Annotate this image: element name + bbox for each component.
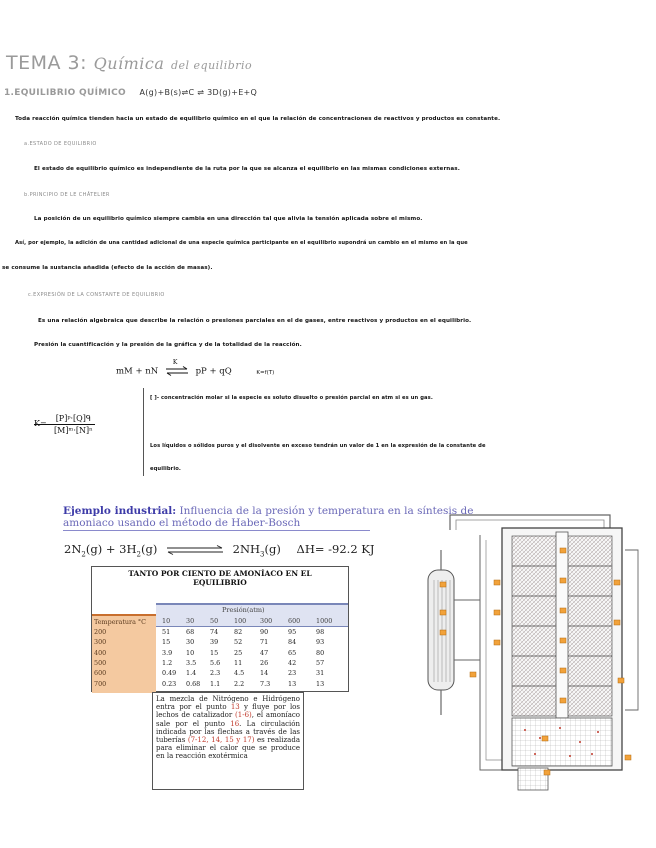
table-cell: 26 [260, 658, 269, 667]
table-cell: 3.9 [162, 648, 173, 657]
title-rest: del equilibrio [170, 59, 253, 72]
pressure-header-cell: 30 [186, 617, 195, 625]
pressure-header-cell: 1000 [316, 617, 333, 625]
subsection-c: c.EXPRESIÓN DE LA CONSTANTE DE EQUILIBRIO [28, 292, 165, 298]
table-cell: 52 [234, 638, 243, 647]
table-cell: 25 [234, 648, 243, 657]
paragraph-9: Los líquidos o sólidos puros y el disolvente en exceso tendrán un valor de 1 en la expresión de la constante de [150, 443, 486, 449]
table-cell: 90 [260, 628, 269, 636]
table-cell: 98 [316, 628, 325, 636]
table-cell: 74 [210, 628, 219, 636]
temperature-cell: 300 [94, 638, 107, 647]
paragraph-1: Toda reacción química tienden hacia un estado de equilibrio químico en el que la relación de concentraciones de reactivos y productos es constante. [15, 116, 501, 122]
industrial-description: Influencia de la presión y temperatura en la síntesis de amoniaco usando el método de Haber-Bosch [63, 505, 474, 529]
table-cell: 30 [186, 638, 195, 647]
table-title: TANTO POR CIENTO DE AMONÍACO EN EL EQUILIBRIO [128, 569, 312, 587]
table-cell: 7.3 [260, 679, 271, 688]
reactor-diagram [410, 510, 650, 795]
k-temperature-note: K=f(T) [256, 369, 275, 376]
table-cell: 13 [288, 679, 297, 688]
reaction-left: mM + nN [116, 366, 159, 377]
table-cell: 65 [288, 648, 297, 657]
table-cell: 0.23 [162, 679, 177, 688]
table-cell: 10 [186, 648, 195, 657]
k-expression [34, 414, 95, 435]
title-main: Química [93, 54, 165, 73]
table-cell: 1.4 [186, 669, 197, 678]
table-cell: 42 [288, 658, 297, 667]
paragraph-5: se consume la sustancia añadida (efecto de la acción de masas). [2, 265, 213, 271]
table-cell: 95 [288, 628, 297, 636]
ammonia-table [91, 566, 349, 692]
paragraph-2: El estado de equilibrio químico es independiente de la ruta por la que se alcanza el equilibrio en las mismas condiciones externas. [34, 166, 460, 172]
temperature-cell: 500 [94, 658, 107, 667]
table-cell: 2.3 [210, 669, 221, 678]
pressure-header: Presión(atm) [156, 603, 348, 616]
table-cell: 4.5 [234, 669, 245, 678]
subsection-b: b.PRINCIPIO DE LE CHÂTELIER [24, 192, 110, 198]
paragraph-6: Es una relación algebraica que describe la relación o presiones parciales en el de gases, entre reactivos y productos en el equilibrio. [38, 318, 472, 324]
equilibrium-arrows-icon [165, 545, 225, 555]
table-cell: 2.2 [234, 679, 245, 688]
paragraph-7: Presión la cuantificación y la presión de la gráfica y de la totalidad de la reacción. [34, 342, 302, 348]
title-prefix: TEMA 3: [6, 52, 88, 74]
pressure-header-cell: 50 [210, 617, 219, 625]
table-cell: 82 [234, 628, 243, 636]
paragraph-3: La posición de un equilibrio químico siempre cambia en una dirección tal que alivia la tensión aplicada sobre el mismo. [34, 216, 423, 222]
temperature-cell: 400 [94, 648, 107, 657]
table-cell: 84 [288, 638, 297, 647]
table-cell: 1.2 [162, 658, 173, 667]
table-cell: 11 [234, 658, 243, 667]
table-cell: 47 [260, 648, 269, 657]
pressure-header-cell: 100 [234, 617, 247, 625]
temperature-cell: 200 [94, 628, 107, 636]
reaction-k: K [172, 359, 178, 366]
temperature-cell: 600 [94, 669, 107, 678]
equilibrium-arrows-icon [165, 366, 189, 376]
page-title [6, 52, 252, 74]
paragraph-4: Así, por ejemplo, la adición de una cantidad adicional de una especie química participante en el equilibrio supondrá un cambio en el mismo en la que [15, 240, 468, 246]
subsection-a: a.ESTADO DE EQUILIBRIO [24, 141, 97, 147]
heading-equation: A(g)+B(s)⇌C ⇌ 3D(g)+E+Q [139, 88, 258, 97]
enthalpy: ΔH= -92.2 KJ [296, 542, 375, 556]
table-cell: 23 [288, 669, 297, 678]
haber-bosch-equation: $2N_2(g) + 3H_2(g)$ $2NH_3(g)$ ΔH= -92.2 KJ [64, 542, 375, 559]
table-cell: 57 [316, 658, 325, 667]
table-cell: 0.49 [162, 669, 177, 678]
table-cell: 3.5 [186, 658, 197, 667]
table-cell: 93 [316, 638, 325, 647]
section-heading-equilibrio: 1.EQUILIBRIO QUÍMICO A(g)+B(s)⇌C ⇌ 3D(g)+E+Q [4, 88, 258, 98]
table-cell: 14 [260, 669, 269, 678]
table-cell: 39 [210, 638, 219, 647]
k-numerator: [P]ᵖ·[Q]ᑫ [34, 414, 95, 425]
table-cell: 13 [316, 679, 325, 688]
paragraph-10: equilibrio. [150, 466, 181, 472]
paragraph-8: [ ]- concentración molar si la especie es soluto disuelto o presión parcial en atm si es un gas. [150, 395, 433, 401]
k-label: K= [34, 419, 47, 428]
table-cell: 51 [162, 628, 171, 636]
table-cell: 0.68 [186, 679, 201, 688]
title-underline [63, 530, 370, 531]
reaction-right: pP + qQ [195, 366, 232, 377]
table-cell: 1.1 [210, 679, 221, 688]
table-cell: 15 [162, 638, 171, 647]
pressure-header-cell: 600 [288, 617, 301, 625]
industrial-label: Ejemplo industrial: [63, 505, 177, 517]
pressure-header-cell: 10 [162, 617, 171, 625]
table-cell: 5.6 [210, 658, 221, 667]
temperature-cell: 700 [94, 679, 107, 688]
process-description: La mezcla de Nitrógeno e Hidrógeno entra por el punto 13 y fluye por los lechos de catalizador (1-6), el amoníaco sale por el punto 16. La circulación indicada por las flechas a través de las tuberías (7-12, 14, 15 y 17) es realizada para eliminar el calor que se produce en la reacción exotérmica [152, 692, 304, 790]
table-cell: 31 [316, 669, 325, 678]
k-denominator: [M]ᵐ·[N]ⁿ [54, 426, 93, 435]
pressure-header-cell: 300 [260, 617, 273, 625]
table-cell: 68 [186, 628, 195, 636]
table-cell: 71 [260, 638, 269, 647]
table-cell: 80 [316, 648, 325, 657]
table-cell: 15 [210, 648, 219, 657]
temperature-label: Temperatura °C [94, 618, 147, 626]
bracket-line [143, 388, 148, 476]
reaction-equation [116, 359, 275, 377]
